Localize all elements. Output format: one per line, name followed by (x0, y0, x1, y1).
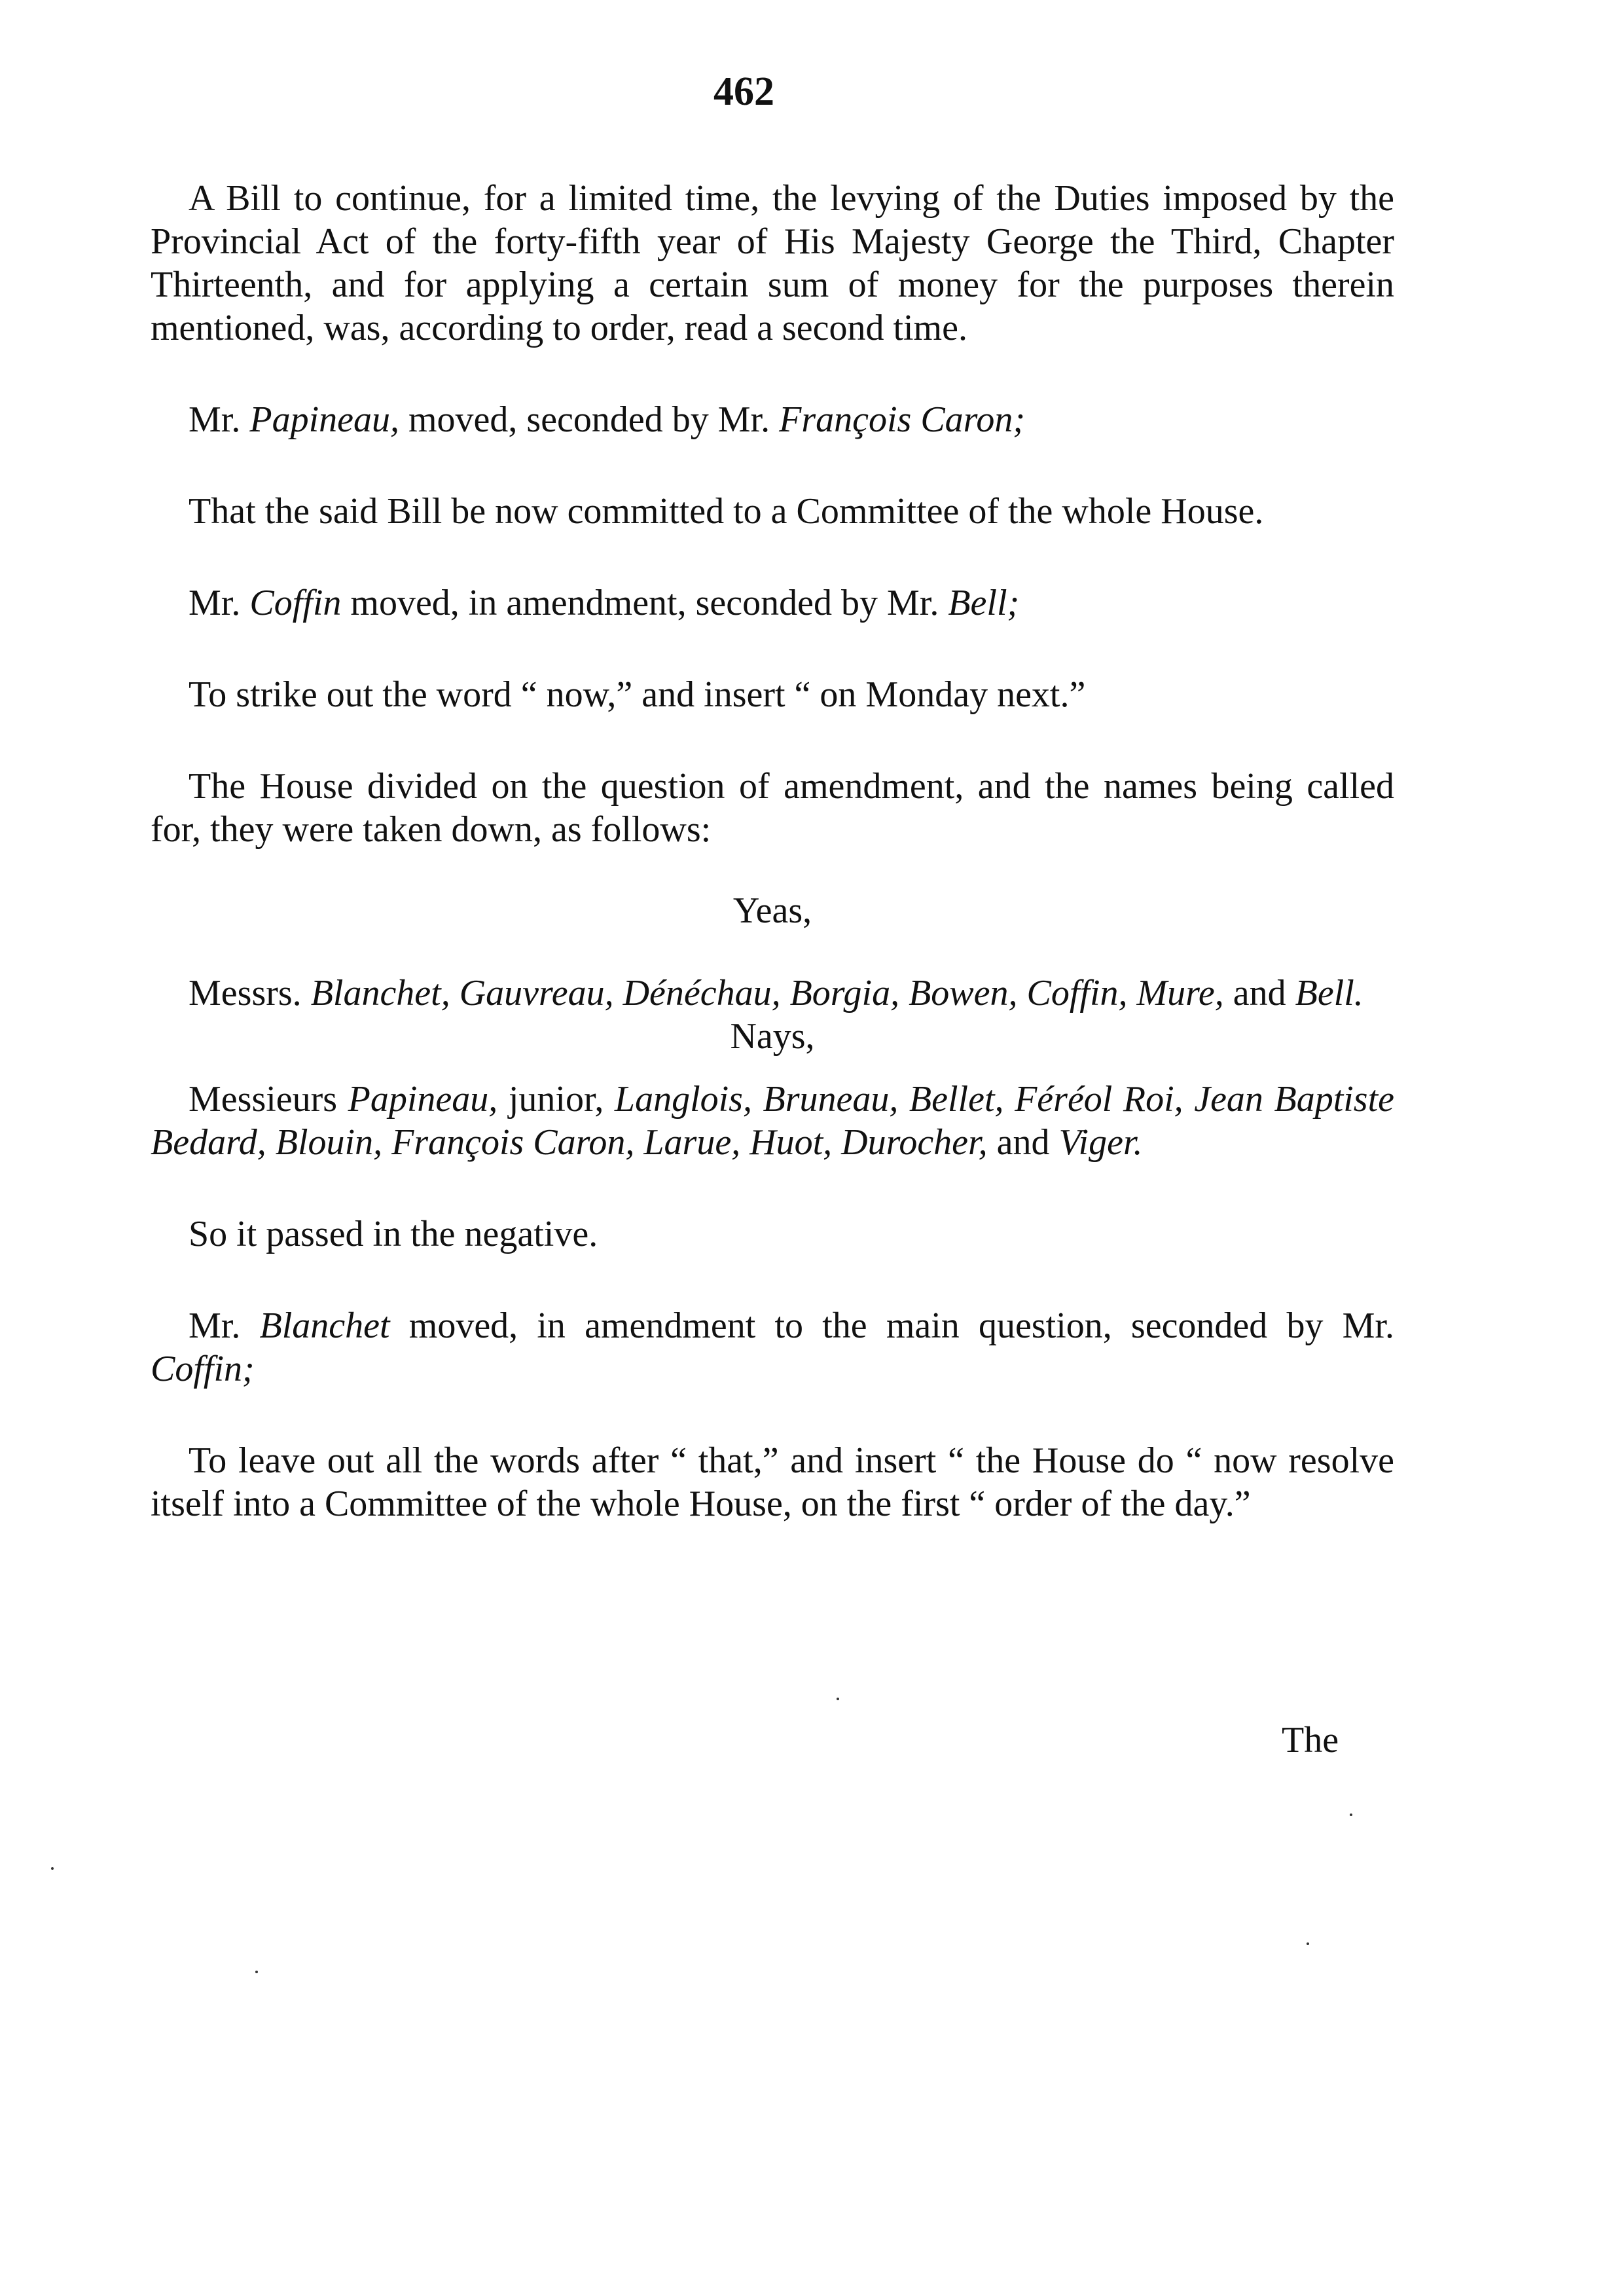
seconder-name: François Caron; (779, 399, 1026, 440)
nays-names: Langlois, Bruneau, Bellet, Féréol Roi, Jean Baptiste Bedard, Blouin, François Caron, Larue, Huot, Durocher, (151, 1079, 1395, 1163)
motion-text: Mr. (189, 399, 250, 440)
seconder-name: Coffin; (151, 1349, 255, 1389)
second-amendment-motion-paragraph (151, 1304, 1394, 1391)
amendment-motion-paragraph (151, 581, 1394, 625)
list-text: junior, (497, 1079, 615, 1120)
nays-list (151, 1078, 1394, 1164)
nays-last-name: Viger. (1058, 1122, 1143, 1163)
yeas-last-name: Bell. (1295, 973, 1363, 1013)
page-body (151, 177, 1394, 1525)
motion-text: Mr. (189, 583, 250, 623)
motion-text: Mr. (189, 1305, 260, 1346)
list-connector: and (1223, 973, 1295, 1013)
yeas-list (151, 972, 1394, 1015)
nays-heading: Nays, (730, 1016, 815, 1057)
catchword: The (1282, 1720, 1339, 1760)
scan-speck (255, 1971, 258, 1973)
mover-name: Papineau, (249, 399, 399, 440)
motion-text: moved, in amendment, seconded by Mr. (341, 583, 948, 623)
nays-first-name: Papineau, (348, 1079, 498, 1120)
seconder-name: Bell; (948, 583, 1020, 623)
division-paragraph: The House divided on the question of amendment, and the names being called for, they were taken down, as follows: (151, 766, 1394, 850)
scan-speck (51, 1867, 54, 1870)
mover-name: Blanchet (259, 1305, 390, 1346)
bill-reading-paragraph: A Bill to continue, for a limited time, the levying of the Duties imposed by the Provincial Act of the forty-fifth year of His Majesty George the Third, Chapter Thirteenth, and for applying a certain sum of money for the purposes therein mentioned, was, according to order, read a second time. (151, 178, 1394, 348)
yeas-heading: Yeas, (732, 890, 812, 931)
scan-speck (1350, 1813, 1352, 1816)
result-paragraph: So it passed in the negative. (189, 1214, 598, 1254)
amendment-text-paragraph: To strike out the word “ now,” and insert “ on Monday next.” (189, 674, 1086, 715)
motion-text: moved, in amendment to the main question, seconded by Mr. (389, 1305, 1394, 1346)
motion-text: moved, seconded by Mr. (399, 399, 780, 440)
list-connector: and (987, 1122, 1059, 1163)
scan-speck (837, 1698, 839, 1700)
yeas-names: Blanchet, Gauvreau, Dénéchau, Borgia, Bowen, Coffin, Mure, (310, 973, 1224, 1013)
motion-text-paragraph: That the said Bill be now committed to a Committee of the whole House. (189, 491, 1264, 532)
page-number: 462 (713, 69, 774, 114)
scan-speck (1307, 1942, 1309, 1945)
list-prefix: Messieurs (189, 1079, 348, 1120)
second-amendment-text-paragraph: To leave out all the words after “ that,” and insert “ the House do “ now resolve itself into a Committee of the whole House, on the first “ order of the day.” (151, 1440, 1394, 1524)
mover-name: Coffin (249, 583, 342, 623)
motion-paragraph (151, 398, 1394, 441)
list-prefix: Messrs. (189, 973, 311, 1013)
